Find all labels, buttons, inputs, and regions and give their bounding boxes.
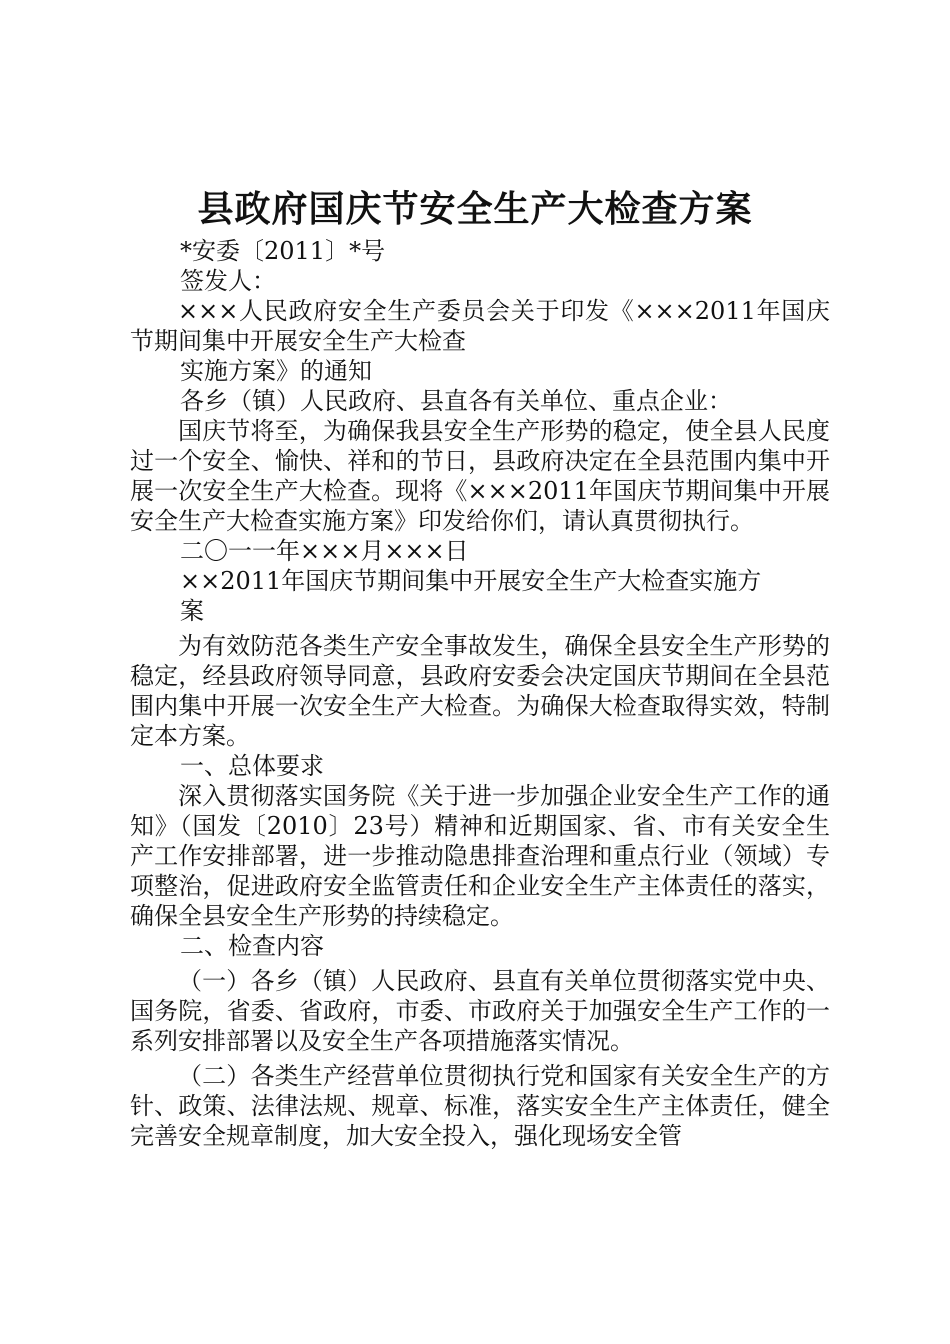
issue-date: 二〇一一年×××月×××日	[180, 537, 469, 565]
signer-label: 签发人：	[180, 267, 276, 295]
notice-title-line1: ×××人民政府安全生产委员会关于印发《×××2011年国庆节期间集中开展安全生产大检查	[130, 297, 830, 355]
intro-paragraph: 国庆节将至，为确保我县安全生产形势的稳定，使全县人民度过一个安全、愉快、祥和的节日，县政府决定在全县范围内集中开展一次安全生产大检查。现将《×××2011年国庆节期间集中开展安全生产大检查实施方案》印发给你们，请认真贯彻执行。	[130, 417, 830, 535]
section1-heading: 一、总体要求	[180, 752, 324, 780]
recipients: 各乡（镇）人民政府、县直各有关单位、重点企业：	[180, 387, 732, 415]
doc-number: *安委〔2011〕*号	[180, 237, 386, 265]
plan-title-line2: 案	[180, 597, 204, 625]
purpose-paragraph: 为有效防范各类生产安全事故发生，确保全县安全生产形势的稳定，经县政府领导同意，县政府安委会决定国庆节期间在全县范围内集中开展一次安全生产大检查。为确保大检查取得实效，特制定本方案。	[130, 632, 830, 750]
notice-title-line2: 实施方案》的通知	[180, 357, 372, 385]
item2-paragraph: （二）各类生产经营单位贯彻执行党和国家有关安全生产的方针、政策、法律法规、规章、标准，落实安全生产主体责任，健全完善安全规章制度，加大安全投入，强化现场安全管	[130, 1062, 830, 1150]
plan-title-line1: ××2011年国庆节期间集中开展安全生产大检查实施方	[180, 567, 762, 595]
section1-paragraph: 深入贯彻落实国务院《关于进一步加强企业安全生产工作的通知》（国发〔2010〕23号）精神和近期国家、省、市有关安全生产工作安排部署，进一步推动隐患排查治理和重点行业（领域）专项整治，促进政府安全监管责任和企业安全生产主体责任的落实，确保全县安全生产形势的持续稳定。	[130, 782, 830, 930]
document-title: 县政府国庆节安全生产大检查方案	[197, 188, 753, 230]
section2-heading: 二、检查内容	[180, 932, 324, 960]
item1-paragraph: （一）各乡（镇）人民政府、县直有关单位贯彻落实党中央、国务院，省委、省政府，市委、市政府关于加强安全生产工作的一系列安排部署以及安全生产各项措施落实情况。	[130, 967, 830, 1055]
document-body	[130, 236, 830, 1151]
